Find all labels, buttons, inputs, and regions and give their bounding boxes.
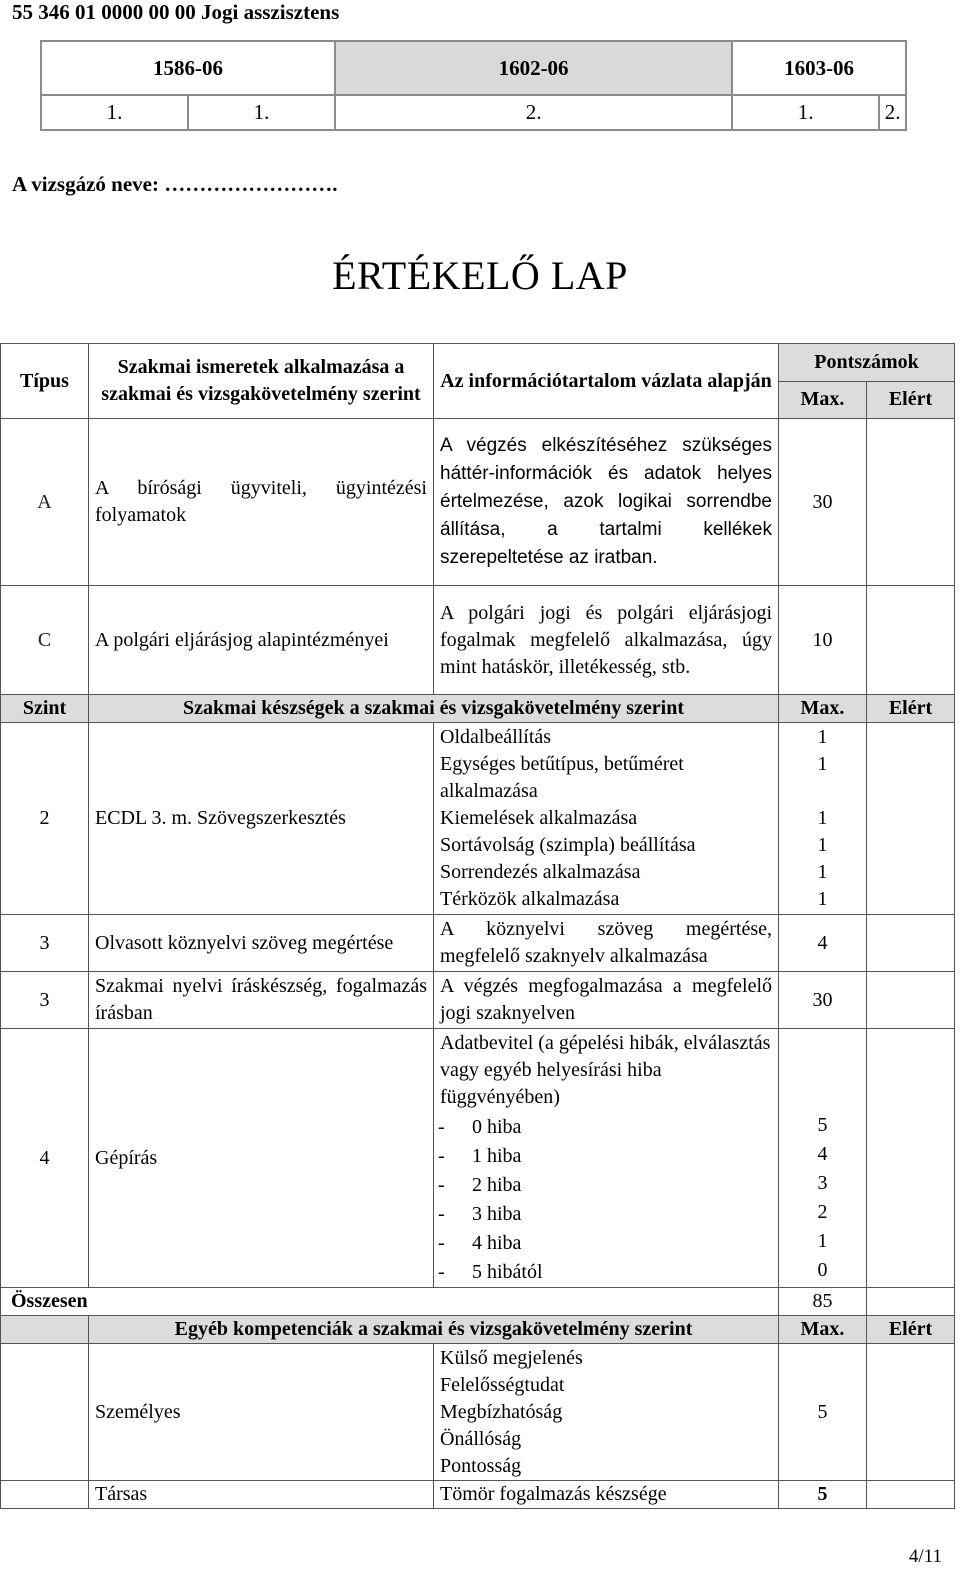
typing-intro: Adatbevitel (a gépelési hibák, elválasztás vagy egyéb helyesírási hiba függvényében) (440, 1031, 771, 1108)
desc-cell: A végzés elkészítéséhez szükséges háttér-információk és adatok helyes értelmezése, azok logikai sorrendbe állítása, a tartalmi kellékek szerepeltetése az iratban. (434, 419, 779, 586)
list-item: Megbízhatóság (440, 1400, 563, 1423)
table-row (1, 972, 955, 1029)
exam-code: 55 346 01 0000 00 00 Jogi asszisztens (12, 0, 340, 24)
list-item: - 5 hibától (472, 1258, 772, 1287)
list-item: Térközök alkalmazása (440, 888, 620, 910)
level-cell: 4 (1, 1029, 89, 1288)
max-value: 0 (817, 1259, 828, 1281)
list-item: Kiemelések alkalmazása (440, 807, 638, 829)
skill-items-cell (434, 723, 779, 915)
topic-cell: A polgári eljárásjog alapintézményei (89, 586, 434, 695)
level-header: Szint (1, 695, 89, 723)
level-cell: 3 (1, 915, 89, 972)
title-initial: É (332, 253, 358, 298)
type-cell: C (1, 586, 89, 695)
max-cell: 5 (779, 1481, 867, 1509)
task-number: 1. (732, 95, 879, 130)
points-header: Pontszámok (779, 344, 955, 382)
level-cell: 2 (1, 723, 89, 915)
achieved-cell[interactable] (867, 419, 955, 586)
max-value: 1 (817, 807, 828, 829)
table-row (1, 723, 955, 915)
max-cell: 30 (779, 972, 867, 1029)
content-header: Az információtartalom vázlata alapján (434, 344, 779, 419)
skill-name-cell: Szakmai nyelvi íráskészség, fogalmazás írásban (89, 972, 434, 1029)
max-value: 2 (817, 1201, 828, 1223)
title-rest: RTÉKELŐ LAP (357, 253, 628, 298)
achieved-header: Elért (867, 695, 955, 723)
table-row (1, 419, 955, 586)
table-row (1, 915, 955, 972)
max-cell: 10 (779, 586, 867, 695)
list-item: Külső megjelenés (440, 1346, 583, 1369)
achieved-cell[interactable] (867, 915, 955, 972)
table-header-row (1, 344, 955, 382)
task-number: 2. (335, 95, 732, 130)
max-cell: 4 (779, 915, 867, 972)
module-code: 1586-06 (41, 41, 335, 95)
achieved-header: Elért (867, 381, 955, 419)
max-values-cell (779, 723, 867, 915)
max-value: 1 (817, 726, 828, 748)
topic-cell: A bírósági ügyviteli, ügyintézési folyamatok (89, 419, 434, 586)
list-item: Önállóság (440, 1427, 522, 1450)
desc-cell: A polgári jogi és polgári eljárásjogi fogalmak megfelelő alkalmazása, úgy mint hatáskör, illetékesség, stb. (434, 586, 779, 695)
competence-name-cell: Társas (89, 1481, 434, 1509)
achieved-cell[interactable] (867, 1029, 955, 1288)
total-row (1, 1288, 955, 1316)
list-item: Sortávolság (szimpla) beállítása (440, 834, 696, 856)
max-value: 1 (817, 888, 828, 910)
max-value: 1 (817, 753, 828, 775)
skill-name-cell: ECDL 3. m. Szövegszerkesztés (89, 723, 434, 915)
list-item: Oldalbeállítás (440, 726, 552, 748)
max-value: 5 (817, 1114, 828, 1136)
knowledge-header: Szakmai ismeretek alkalmazása a szakmai és vizsgakövetelmény szerint (89, 344, 434, 419)
list-item: - 1 hiba (472, 1142, 772, 1171)
candidate-name-label: A vizsgázó neve: ……………………. (12, 172, 338, 196)
list-item: Sorrendezés alkalmazása (440, 861, 641, 883)
max-header: Max. (779, 695, 867, 723)
table-row (1, 1344, 955, 1481)
achieved-cell[interactable] (867, 723, 955, 915)
skill-name-cell: Gépírás (89, 1029, 434, 1288)
task-number: 2. (879, 95, 906, 130)
level-cell: 3 (1, 972, 89, 1029)
max-value: 4 (817, 1143, 828, 1165)
module-code: 1602-06 (335, 41, 732, 95)
max-value: 1 (817, 861, 828, 883)
typing-items-cell (434, 1029, 779, 1288)
task-number: 1. (41, 95, 188, 130)
max-cell: 30 (779, 419, 867, 586)
competence-name-cell: Személyes (89, 1344, 434, 1481)
page-number: 4/11 (908, 1546, 942, 1567)
max-value: 1 (817, 1230, 828, 1252)
list-item: - 3 hiba (472, 1200, 772, 1229)
skills-header: Szakmai készségek a szakmai és vizsgakövetelmény szerint (89, 695, 779, 723)
list-item: - 2 hiba (472, 1171, 772, 1200)
achieved-cell[interactable] (867, 1481, 955, 1509)
achieved-cell[interactable] (867, 1344, 955, 1481)
skills-header-row (1, 695, 955, 723)
task-number: 1. (188, 95, 335, 130)
list-item: Felelősségtudat (440, 1373, 565, 1396)
list-item: Pontosság (440, 1454, 522, 1477)
max-value: 3 (817, 1172, 828, 1194)
competence-item-cell: Tömör fogalmazás készsége (434, 1481, 779, 1509)
other-header: Egyéb kompetenciák a szakmai és vizsgakövetelmény szerint (89, 1316, 779, 1344)
max-value: 1 (817, 834, 828, 856)
desc-cell: A köznyelvi szöveg megértése, megfelelő szaknyelv alkalmazása (434, 915, 779, 972)
achieved-cell[interactable] (867, 972, 955, 1029)
list-item: - 0 hiba (472, 1113, 772, 1142)
max-header: Max. (779, 381, 867, 419)
module-code: 1603-06 (732, 41, 906, 95)
list-item: - 4 hiba (472, 1229, 772, 1258)
skill-name-cell: Olvasott köznyelvi szöveg megértése (89, 915, 434, 972)
table-row (1, 1481, 955, 1509)
competence-items-cell (434, 1344, 779, 1481)
max-values-cell (779, 1029, 867, 1288)
page-title (0, 252, 960, 299)
type-cell: A (1, 419, 89, 586)
other-header-row (1, 1316, 955, 1344)
achieved-header: Elért (867, 1316, 955, 1344)
achieved-cell[interactable] (867, 586, 955, 695)
evaluation-table (0, 343, 955, 1509)
achieved-cell[interactable] (867, 1288, 955, 1316)
max-header: Max. (779, 1316, 867, 1344)
table-row (1, 586, 955, 695)
table-row (1, 1029, 955, 1288)
desc-cell: A végzés megfogalmazása a megfelelő jogi szaknyelven (434, 972, 779, 1029)
module-codes-table (40, 40, 907, 131)
total-value: 85 (779, 1288, 867, 1316)
type-header: Típus (1, 344, 89, 419)
total-label: Összesen (1, 1288, 779, 1316)
list-item: Egységes betűtípus, betűméret alkalmazása (440, 753, 684, 802)
max-cell: 5 (779, 1344, 867, 1481)
